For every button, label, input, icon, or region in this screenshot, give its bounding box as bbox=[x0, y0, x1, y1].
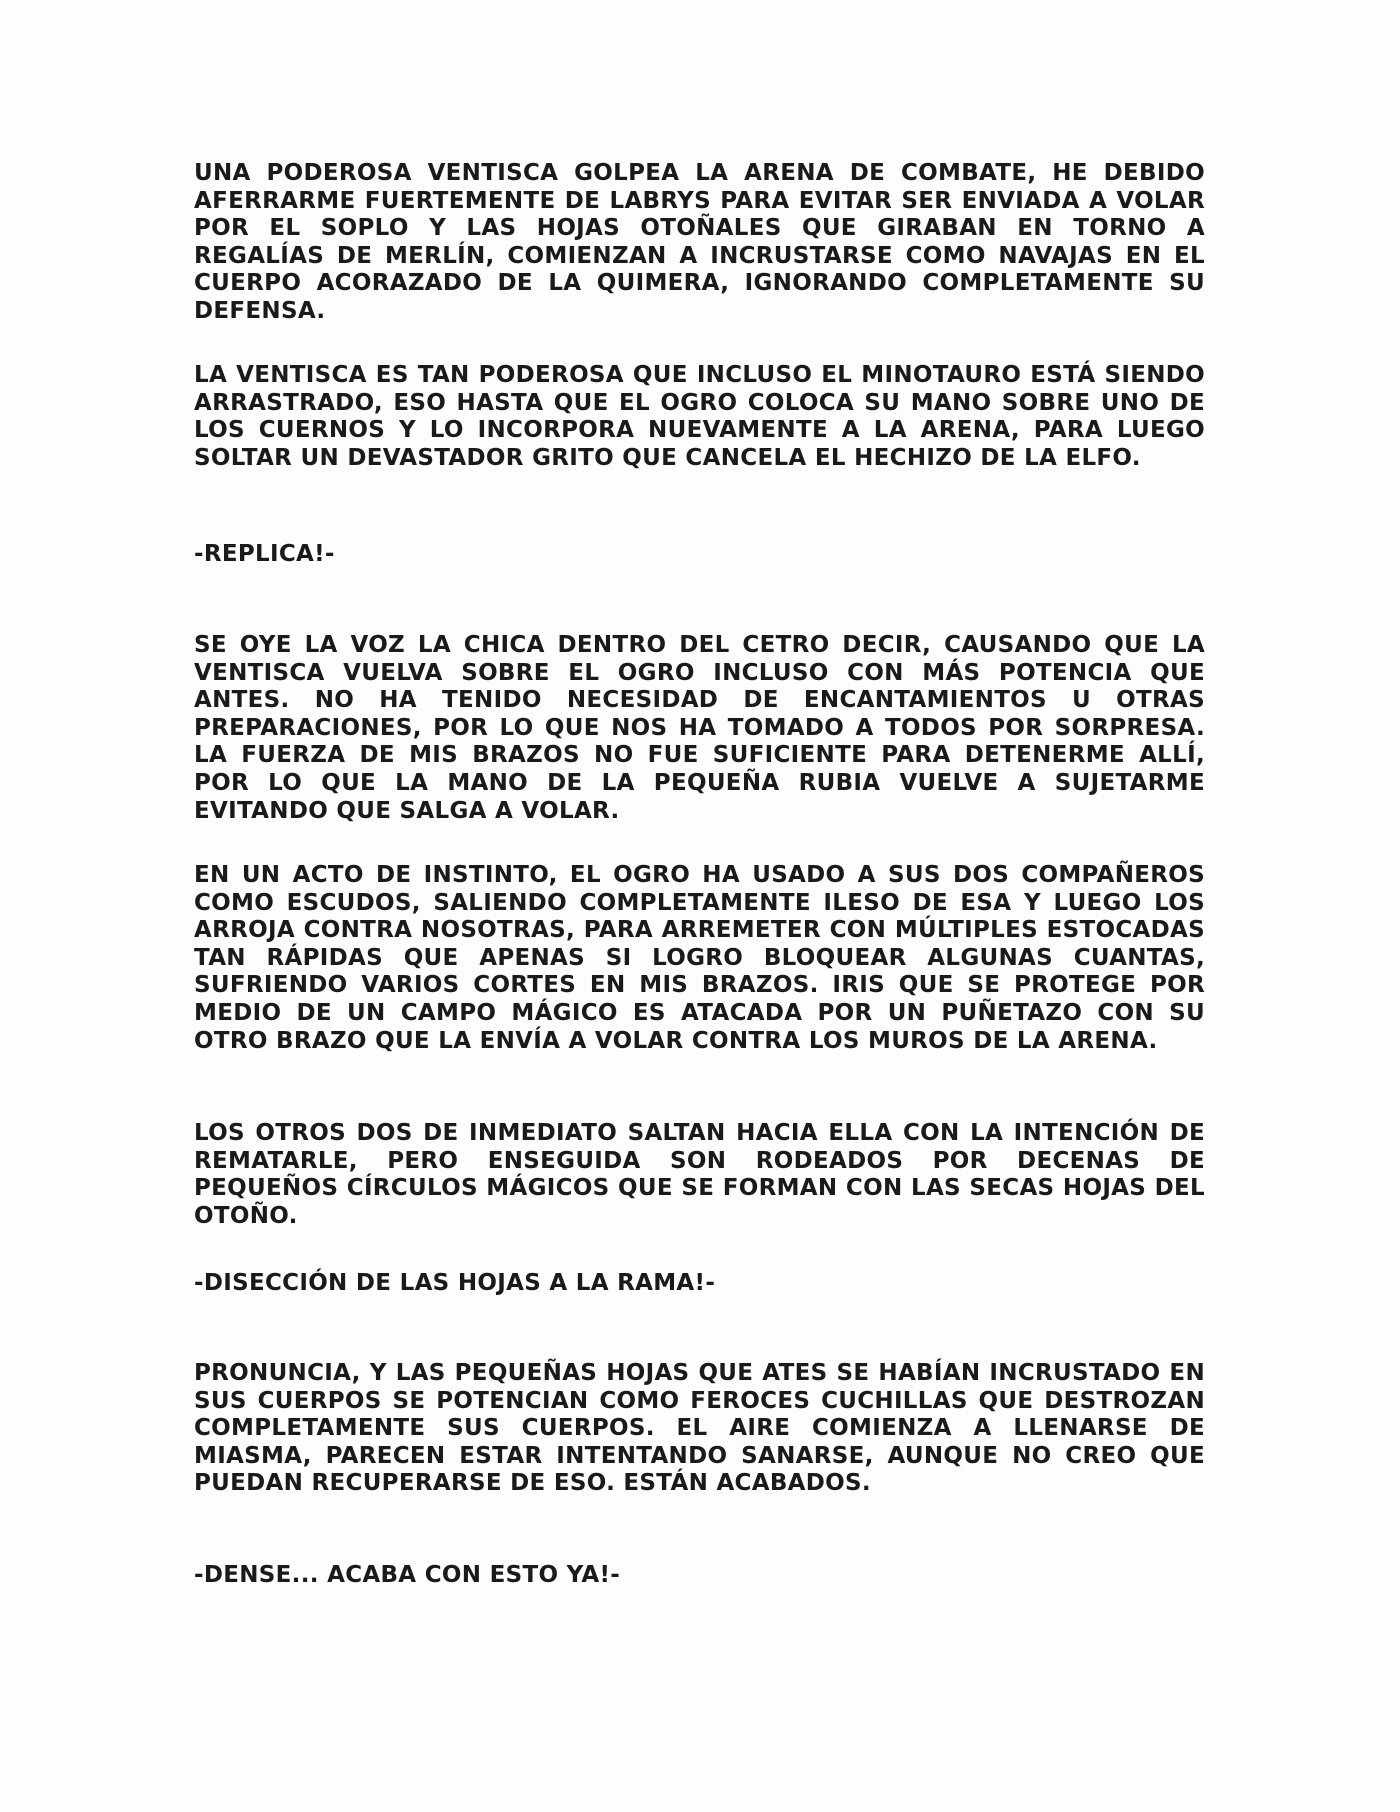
dialogue-line: -DENSE... ACABA CON ESTO YA!- bbox=[194, 1562, 621, 1588]
paragraph: UNA PODEROSA VENTISCA GOLPEA LA ARENA DE COMBATE, HE DEBIDO AFERRARME FUERTEMENTE DE LABRYS PARA EVITAR SER ENVIADA A VOLAR POR EL SOPLO Y LAS HOJAS OTOÑALES QUE GIRABAN EN TORNO A REGALÍAS DE MERLÍN, COMIENZAN A INCRUSTARSE COMO NAVAJAS EN EL CUERPO ACORAZADO DE LA QUIMERA, IGNORANDO COMPLETAMENTE SU DEFENSA. bbox=[194, 160, 1205, 324]
paragraph: EN UN ACTO DE INSTINTO, EL OGRO HA USADO A SUS DOS COMPAÑEROS COMO ESCUDOS, SALIENDO COMPLETAMENTE ILESO DE ESA Y LUEGO LOS ARROJA CONTRA NOSOTRAS, PARA ARREMETER CON MÚLTIPLES ESTOCADAS TAN RÁPIDAS QUE APENAS SI LOGRO BLOQUEAR ALGUNAS CUANTAS, SUFRIENDO VARIOS CORTES EN MIS BRAZOS. IRIS QUE SE PROTEGE POR MEDIO DE UN CAMPO MÁGICO ES ATACADA POR UN PUÑETAZO CON SU OTRO BRAZO QUE LA ENVÍA A VOLAR CONTRA LOS MUROS DE LA ARENA. bbox=[194, 862, 1205, 1054]
dialogue-line: -DISECCIÓN DE LAS HOJAS A LA RAMA!- bbox=[194, 1270, 716, 1296]
paragraph: LA VENTISCA ES TAN PODEROSA QUE INCLUSO EL MINOTAURO ESTÁ SIENDO ARRASTRADO, ESO HASTA QUE EL OGRO COLOCA SU MANO SOBRE UNO DE LOS CUERNOS Y LO INCORPORA NUEVAMENTE A LA ARENA, PARA LUEGO SOLTAR UN DEVASTADOR GRITO QUE CANCELA EL HECHIZO DE LA ELFO. bbox=[194, 362, 1205, 471]
dialogue-line: -REPLICA!- bbox=[194, 541, 335, 567]
paragraph: PRONUNCIA, Y LAS PEQUEÑAS HOJAS QUE ATES SE HABÍAN INCRUSTADO EN SUS CUERPOS SE POTENCIAN COMO FEROCES CUCHILLAS QUE DESTROZAN COMPLETAMENTE SUS CUERPOS. EL AIRE COMIENZA A LLENARSE DE MIASMA, PARECEN ESTAR INTENTANDO SANARSE, AUNQUE NO CREO QUE PUEDAN RECUPERARSE DE ESO. ESTÁN ACABADOS. bbox=[194, 1360, 1205, 1497]
paragraph: SE OYE LA VOZ LA CHICA DENTRO DEL CETRO DECIR, CAUSANDO QUE LA VENTISCA VUELVA SOBRE EL OGRO INCLUSO CON MÁS POTENCIA QUE ANTES. NO HA TENIDO NECESIDAD DE ENCANTAMIENTOS U OTRAS PREPARACIONES, POR LO QUE NOS HA TOMADO A TODOS POR SORPRESA. LA FUERZA DE MIS BRAZOS NO FUE SUFICIENTE PARA DETENERME ALLÍ, POR LO QUE LA MANO DE LA PEQUEÑA RUBIA VUELVE A SUJETARME EVITANDO QUE SALGA A VOLAR. bbox=[194, 632, 1205, 824]
paragraph: LOS OTROS DOS DE INMEDIATO SALTAN HACIA ELLA CON LA INTENCIÓN DE REMATARLE, PERO ENSEGUIDA SON RODEADOS POR DECENAS DE PEQUEÑOS CÍRCULOS MÁGICOS QUE SE FORMAN CON LAS SECAS HOJAS DEL OTOÑO. bbox=[194, 1120, 1205, 1229]
